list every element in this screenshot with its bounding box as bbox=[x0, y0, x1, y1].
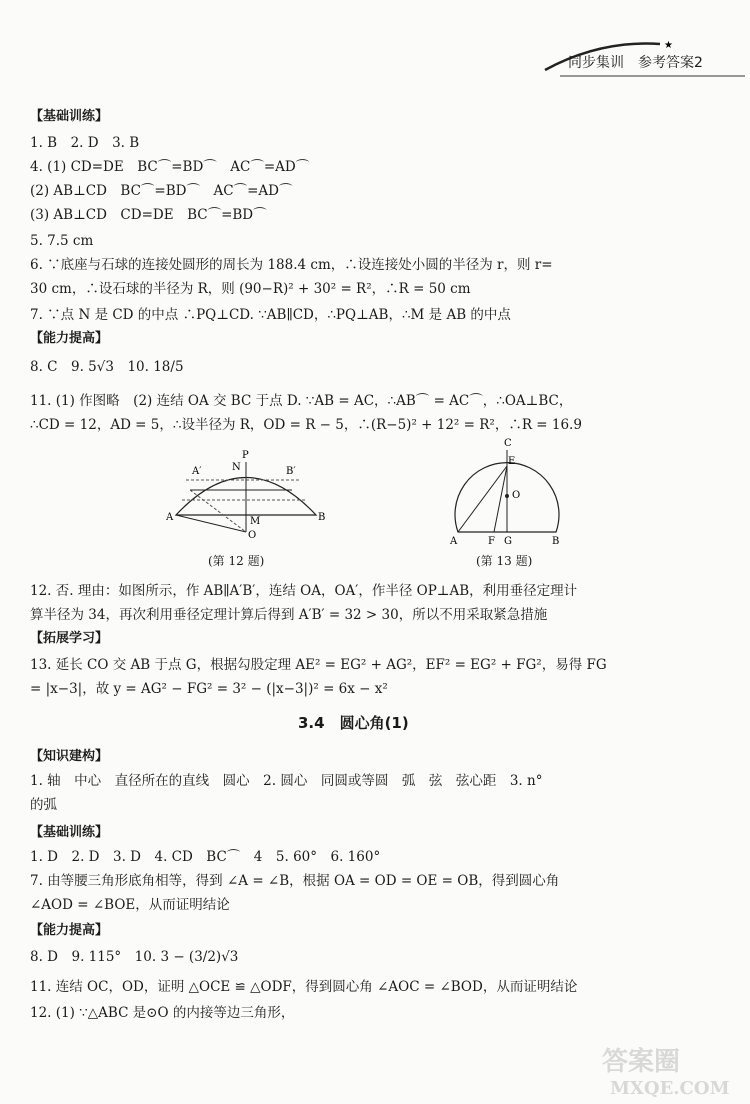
answer-line: 8. C 9. 5√3 10. 18/5 bbox=[30, 359, 184, 375]
answer-line: 算半径为 34，再次利用垂径定理计算后得到 A′B′ = 32 > 30，所以不用采取紧急措施 bbox=[30, 607, 548, 623]
section-knowledge: 【知识建构】 bbox=[30, 749, 109, 764]
answer-line: 12. (1) ∵△ABC 是⊙O 的内接等边三角形， bbox=[30, 1005, 295, 1021]
answer-line: 11. 连结 OC，OD，证明 △OCE ≌ △ODF，得到圆心角 ∠AOC = ∠BOD，从而证明结论 bbox=[30, 979, 578, 995]
svg-text:P: P bbox=[242, 450, 249, 461]
answer-line: 6. ∵底座与石球的连接处圆形的周长为 188.4 cm，∴设连接处小圆的半径为 r，则 r= bbox=[30, 257, 553, 273]
answer-line: 4. (1) CD=DE BC⌒=BD⌒ AC⌒=AD⌒ bbox=[30, 159, 310, 175]
svg-text:O: O bbox=[248, 530, 257, 540]
answer-line: (3) AB⊥CD CD=DE BC⌒=BD⌒ bbox=[30, 207, 267, 223]
figure-13-diagram bbox=[444, 436, 564, 546]
answer-line: 1. B 2. D 3. B bbox=[30, 135, 140, 151]
svg-text:B: B bbox=[318, 512, 326, 523]
answer-line: 11. (1) 作图略 (2) 连结 OA 交 BC 于点 D. ∵AB = AC，∴AB⌒ = AC⌒，∴OA⊥BC， bbox=[30, 393, 573, 409]
answer-line: 12. 否. 理由：如图所示，作 AB∥A′B′，连结 OA，OA′，作半径 OP⊥AB，利用垂径定理计 bbox=[30, 583, 578, 599]
svg-text:A′: A′ bbox=[192, 466, 202, 477]
svg-text:★: ★ bbox=[664, 40, 673, 51]
answer-line: 30 cm，∴设石球的半径为 R，则 (90−R)² + 30² = R²，∴R = 50 cm bbox=[30, 281, 471, 297]
figure-12-diagram bbox=[166, 440, 326, 540]
figure-12-caption: (第 12 题) bbox=[208, 554, 265, 568]
answer-line: ∠AOD = ∠BOE，从而证明结论 bbox=[30, 897, 230, 913]
answer-line: 7. 由等腰三角形底角相等，得到 ∠A = ∠B，根据 OA = OD = OE = OB，得到圆心角 bbox=[30, 873, 560, 889]
watermark-logo bbox=[596, 1040, 746, 1100]
section-ability-2: 【能力提高】 bbox=[30, 923, 109, 938]
svg-text:A: A bbox=[166, 512, 174, 523]
svg-text:F: F bbox=[488, 536, 495, 546]
answer-line: 1. 轴 中心 直径所在的直线 圆心 2. 圆心 同圆或等圆 弧 弦 弦心距 3. n° bbox=[30, 773, 543, 789]
section-basic-training: 【基础训练】 bbox=[30, 109, 109, 124]
svg-text:O: O bbox=[512, 490, 521, 501]
svg-text:M: M bbox=[250, 516, 261, 527]
svg-text:N: N bbox=[232, 462, 241, 473]
answer-line: = |x−3|，故 y = AG² − FG² = 3² − (|x−3|)² = 6x − x² bbox=[30, 681, 388, 697]
answer-line: 8. D 9. 115° 10. 3 − (3/2)√3 bbox=[30, 949, 239, 965]
section-title: 3.4 圆心角(1) bbox=[298, 714, 409, 732]
svg-text:G: G bbox=[504, 536, 512, 546]
answer-line: ∴CD = 12，AD = 5，∴设半径为 R，OD = R − 5，∴(R−5)² + 12² = R²，∴R = 16.9 bbox=[30, 417, 582, 433]
header-text: 同步集训 参考答案2 bbox=[568, 55, 703, 71]
section-ability: 【能力提高】 bbox=[30, 331, 109, 346]
svg-text:答案圈: 答案圈 bbox=[602, 1047, 681, 1077]
svg-text:MXQE.COM: MXQE.COM bbox=[610, 1078, 730, 1099]
answer-line: 5. 7.5 cm bbox=[30, 233, 94, 249]
answer-line: 13. 延长 CO 交 AB 于点 G，根据勾股定理 AE² = EG² + AG²，EF² = EG² + FG²，易得 FG bbox=[30, 657, 607, 673]
answer-line: 1. D 2. D 3. D 4. CD BC⌒ 4 5. 60° 6. 160° bbox=[30, 849, 381, 865]
svg-text:C: C bbox=[504, 438, 512, 449]
watermark-icon bbox=[596, 1040, 746, 1100]
answer-line: 7. ∵点 N 是 CD 的中点 ∴PQ⊥CD. ∵AB∥CD，∴PQ⊥AB，∴M 是 AB 的中点 bbox=[30, 307, 511, 323]
svg-text:B: B bbox=[552, 536, 560, 546]
answer-line: (2) AB⊥CD BC⌒=BD⌒ AC⌒=AD⌒ bbox=[30, 183, 293, 199]
section-extension: 【拓展学习】 bbox=[30, 631, 109, 646]
svg-text:E: E bbox=[508, 456, 516, 467]
svg-text:B′: B′ bbox=[286, 466, 296, 477]
svg-text:A: A bbox=[450, 536, 458, 546]
figure-13-caption: (第 13 题) bbox=[476, 554, 533, 568]
page-header bbox=[540, 40, 745, 80]
section-basic-training-2: 【基础训练】 bbox=[30, 825, 109, 840]
answer-line: 的弧 bbox=[30, 797, 57, 813]
